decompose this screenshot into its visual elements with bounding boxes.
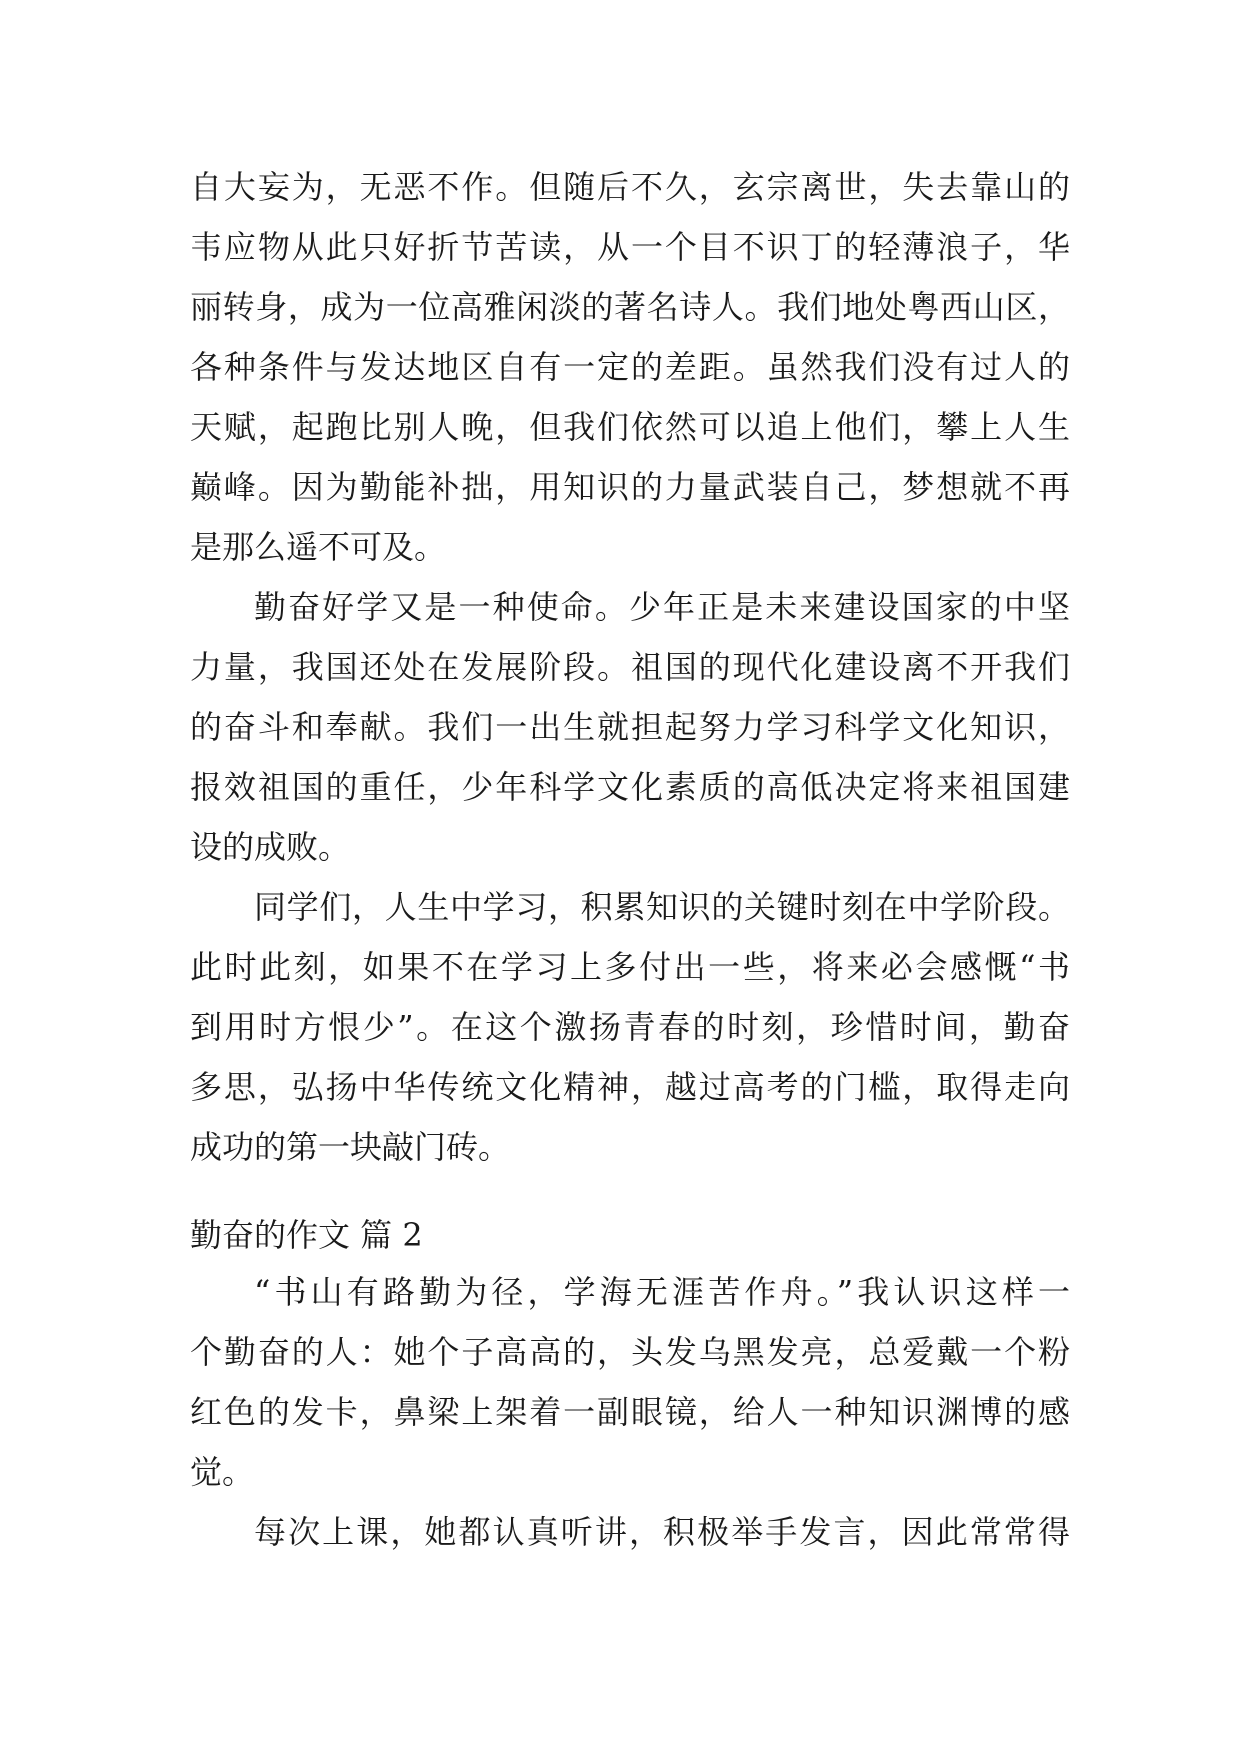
paragraph-line: 巅峰。因为勤能补拙，用知识的力量武装自己，梦想就不再: [190, 468, 1070, 506]
paragraph-line: 此时此刻，如果不在学习上多付出一些，将来必会感慨“书: [190, 948, 1070, 986]
paragraph-line: 个勤奋的人：她个子高高的，头发乌黑发亮，总爱戴一个粉: [190, 1333, 1070, 1371]
paragraph-line: 多思，弘扬中华传统文化精神，越过高考的门槛，取得走向: [190, 1068, 1070, 1106]
paragraph-line: 每次上课，她都认真听讲，积极举手发言，因此常常得: [254, 1513, 1070, 1551]
paragraph-line: 天赋，起跑比别人晚，但我们依然可以追上他们，攀上人生: [190, 408, 1070, 446]
paragraph-line: 觉。: [190, 1453, 255, 1491]
section-heading: 勤奋的作文 篇 2: [190, 1216, 423, 1254]
paragraph-line: 勤奋好学又是一种使命。少年正是未来建设国家的中坚: [254, 588, 1070, 626]
paragraph-line: 报效祖国的重任，少年科学文化素质的高低决定将来祖国建: [190, 768, 1070, 806]
paragraph-line: 的奋斗和奉献。我们一出生就担起努力学习科学文化知识，: [190, 708, 1070, 746]
paragraph-line: 同学们，人生中学习，积累知识的关键时刻在中学阶段。: [254, 888, 1070, 926]
paragraph-line: 成功的第一块敲门砖。: [190, 1128, 511, 1166]
paragraph-line: 力量，我国还处在发展阶段。祖国的现代化建设离不开我们: [190, 648, 1070, 686]
paragraph-line: 到用时方恨少”。在这个激扬青春的时刻，珍惜时间，勤奋: [190, 1008, 1070, 1046]
paragraph-line: 韦应物从此只好折节苦读，从一个目不识丁的轻薄浪子，华: [190, 228, 1070, 266]
paragraph-line: 各种条件与发达地区自有一定的差距。虽然我们没有过人的: [190, 348, 1070, 386]
paragraph-line: 丽转身，成为一位高雅闲淡的著名诗人。我们地处粤西山区，: [190, 288, 1070, 326]
paragraph-line: 红色的发卡，鼻梁上架着一副眼镜，给人一种知识渊博的感: [190, 1393, 1070, 1431]
paragraph-line: 是那么遥不可及。: [190, 528, 447, 566]
paragraph-line: 设的成败。: [190, 828, 351, 866]
paragraph-line: 自大妄为，无恶不作。但随后不久，玄宗离世，失去靠山的: [190, 168, 1070, 206]
paragraph-line: “书山有路勤为径，学海无涯苦作舟。”我认识这样一: [254, 1273, 1070, 1311]
